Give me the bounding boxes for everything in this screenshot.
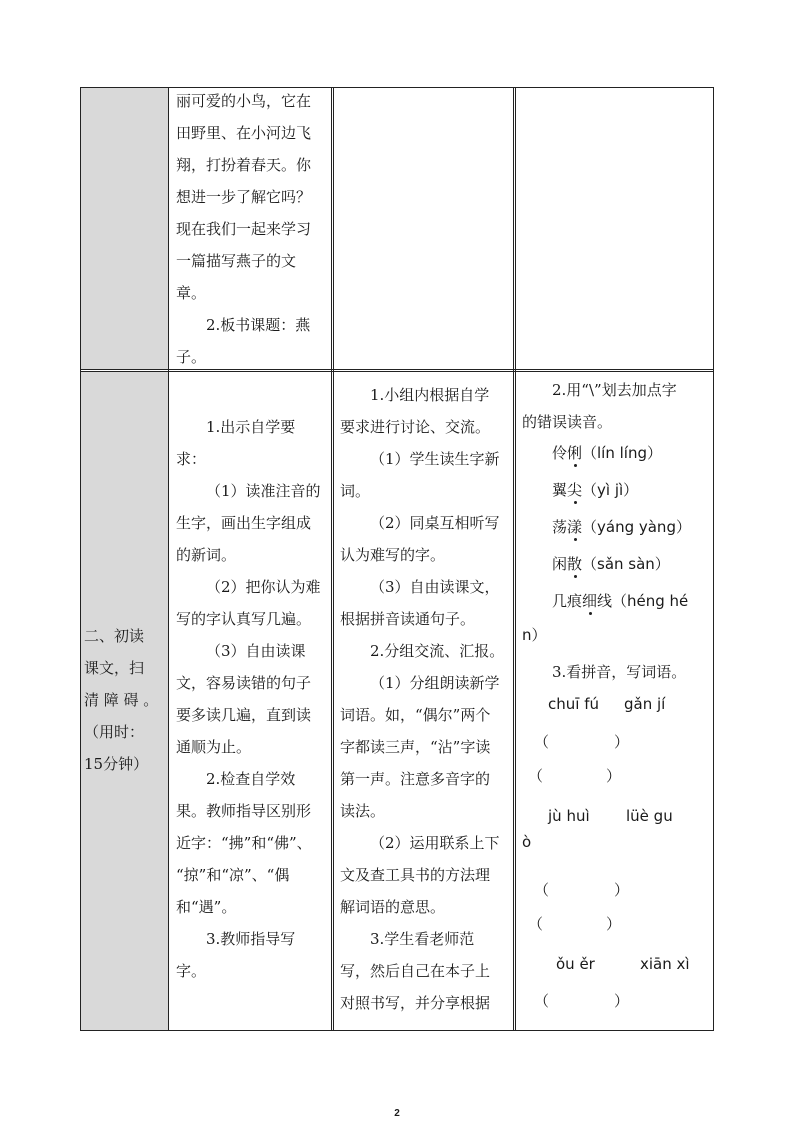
stage-label: 二、初读 课文，扫 清 障 碍 。 （用时： 15分钟） — [84, 627, 159, 773]
text-line: 果。教师指导区别形 — [176, 802, 312, 820]
column-divider — [513, 87, 516, 1031]
text-line: 的新词。 — [176, 546, 237, 564]
text-line: 1.出示自学要 — [206, 418, 296, 436]
text-line: 2.板书课题：燕 — [206, 316, 311, 334]
table-border-top — [80, 87, 714, 88]
text-line: 和“遇”。 — [176, 898, 237, 916]
text-line: “掠”和“凉”、“偶 — [176, 866, 290, 884]
text-line: 2.检查自学效 — [206, 770, 296, 788]
answer-bracket: ） — [614, 992, 630, 1010]
text-line: 要求进行讨论、交流。 — [340, 418, 491, 436]
pinyin-prompt: chuī fú — [548, 695, 599, 713]
text-line: 通顺为止。 — [176, 738, 252, 756]
pinyin-prompt: gǎn jí — [624, 695, 666, 713]
column-divider — [168, 87, 169, 1031]
pinyin-item: n） — [522, 626, 547, 644]
answer-bracket: （ — [534, 992, 550, 1010]
text-line: 近字：“拂”和“佛”、 — [176, 834, 312, 852]
answer-bracket: （ — [534, 733, 550, 751]
text-line: 的错误读音。 — [522, 413, 613, 431]
answer-bracket: ） — [614, 881, 630, 899]
column-divider — [331, 87, 334, 1031]
answer-bracket: ） — [606, 767, 622, 785]
text-line: 丽可爱的小鸟，它在 — [176, 92, 312, 110]
text-line: 字。 — [176, 962, 207, 980]
pinyin-item: 伶俐（lín líng） — [552, 444, 662, 462]
text-line: （2）运用联系上下 — [370, 834, 500, 852]
pinyin-item: 几痕细线（héng hé — [552, 592, 689, 610]
answer-bracket: ） — [606, 915, 622, 933]
text-line: 字都读三声，“沾”字读 — [340, 738, 491, 756]
lesson-plan-table — [80, 87, 714, 1031]
text-line: 要多读几遍，直到读 — [176, 706, 312, 724]
text-line: 现在我们一起来学习 — [176, 220, 312, 238]
pinyin-prompt: lüè gu — [626, 807, 673, 825]
text-line: 想进一步了解它吗？ — [176, 188, 312, 206]
text-line: （3）自由读课 — [206, 642, 306, 660]
emphasis-dot — [574, 575, 577, 578]
text-line: 2.分组交流、汇报。 — [370, 642, 505, 660]
text-line: 1.小组内根据自学 — [370, 386, 490, 404]
text-line: （2）把你认为难 — [206, 578, 321, 596]
text-line: 子。 — [176, 348, 207, 366]
text-line: 词语。如，“偶尔”两个 — [340, 706, 491, 724]
stage-cell — [80, 87, 168, 369]
text-line: （2）同桌互相听写 — [370, 514, 500, 532]
text-line: 解词语的意思。 — [340, 898, 446, 916]
teacher-activity-cell — [168, 372, 332, 1031]
text-line: 翔，打扮着春天。你 — [176, 156, 312, 174]
pinyin-prompt: ò — [522, 833, 532, 851]
pinyin-item: 翼尖（yì jì） — [552, 481, 639, 499]
text-line: 文及查工具书的方法理 — [340, 866, 491, 884]
answer-bracket: ） — [614, 733, 630, 751]
text-line: 第一声。注意多音字的 — [340, 770, 491, 788]
student-activity-cell — [332, 372, 514, 1031]
page-number: 2 — [394, 1108, 400, 1119]
text-line: 写的字认真写几遍。 — [176, 610, 312, 628]
text-line: 对照书写，并分享根据 — [340, 994, 491, 1012]
text-line: 章。 — [176, 284, 207, 302]
table-border-right — [713, 87, 714, 1031]
text-line: 一篇描写燕子的文 — [176, 252, 297, 270]
text-line: 文，容易读错的句子 — [176, 674, 312, 692]
answer-bracket: （ — [528, 915, 544, 933]
teacher-activity-cell — [168, 87, 332, 369]
text-line: 3.教师指导写 — [206, 930, 296, 948]
text-line: （3）自由读课文， — [370, 578, 500, 596]
exercise-cell — [514, 372, 714, 1031]
pinyin-item: 荡漾（yáng yàng） — [552, 518, 691, 536]
emphasis-dot — [574, 538, 577, 541]
text-line: 2.用“\”划去加点字 — [552, 381, 677, 399]
exercise-cell — [514, 87, 714, 369]
text-line: （1）学生读生字新 — [370, 450, 500, 468]
table-border-bottom — [80, 1030, 714, 1031]
answer-bracket: （ — [534, 881, 550, 899]
answer-bracket: （ — [528, 767, 544, 785]
pinyin-prompt: xiān xì — [640, 955, 690, 973]
pinyin-prompt: ǒu ěr — [556, 955, 595, 973]
text-line: （1）读准注音的 — [206, 482, 321, 500]
text-line: （1）分组朗读新学 — [370, 674, 500, 692]
table-row — [80, 372, 714, 1031]
emphasis-dot — [589, 612, 592, 615]
text-line: 求： — [176, 450, 207, 468]
stage-cell — [80, 372, 168, 1031]
emphasis-dot — [574, 464, 577, 467]
text-line: 3.学生看老师范 — [370, 930, 475, 948]
table-row — [80, 87, 714, 369]
pinyin-prompt: jù huì — [548, 807, 590, 825]
table-border-left — [80, 87, 81, 1031]
emphasis-dot — [574, 501, 577, 504]
pinyin-item: 闲散（sǎn sàn） — [552, 555, 670, 573]
text-line: 认为难写的字。 — [340, 546, 446, 564]
student-activity-cell — [332, 87, 514, 369]
text-line: 读法。 — [340, 802, 386, 820]
text-line: 根据拼音读通句子。 — [340, 610, 476, 628]
text-line: 生字，画出生字组成 — [176, 514, 312, 532]
text-line: 写，然后自己在本子上 — [340, 962, 491, 980]
text-line: 3.看拼音，写词语。 — [552, 663, 687, 681]
text-line: 田野里、在小河边飞 — [176, 124, 312, 142]
text-line: 词。 — [340, 482, 371, 500]
